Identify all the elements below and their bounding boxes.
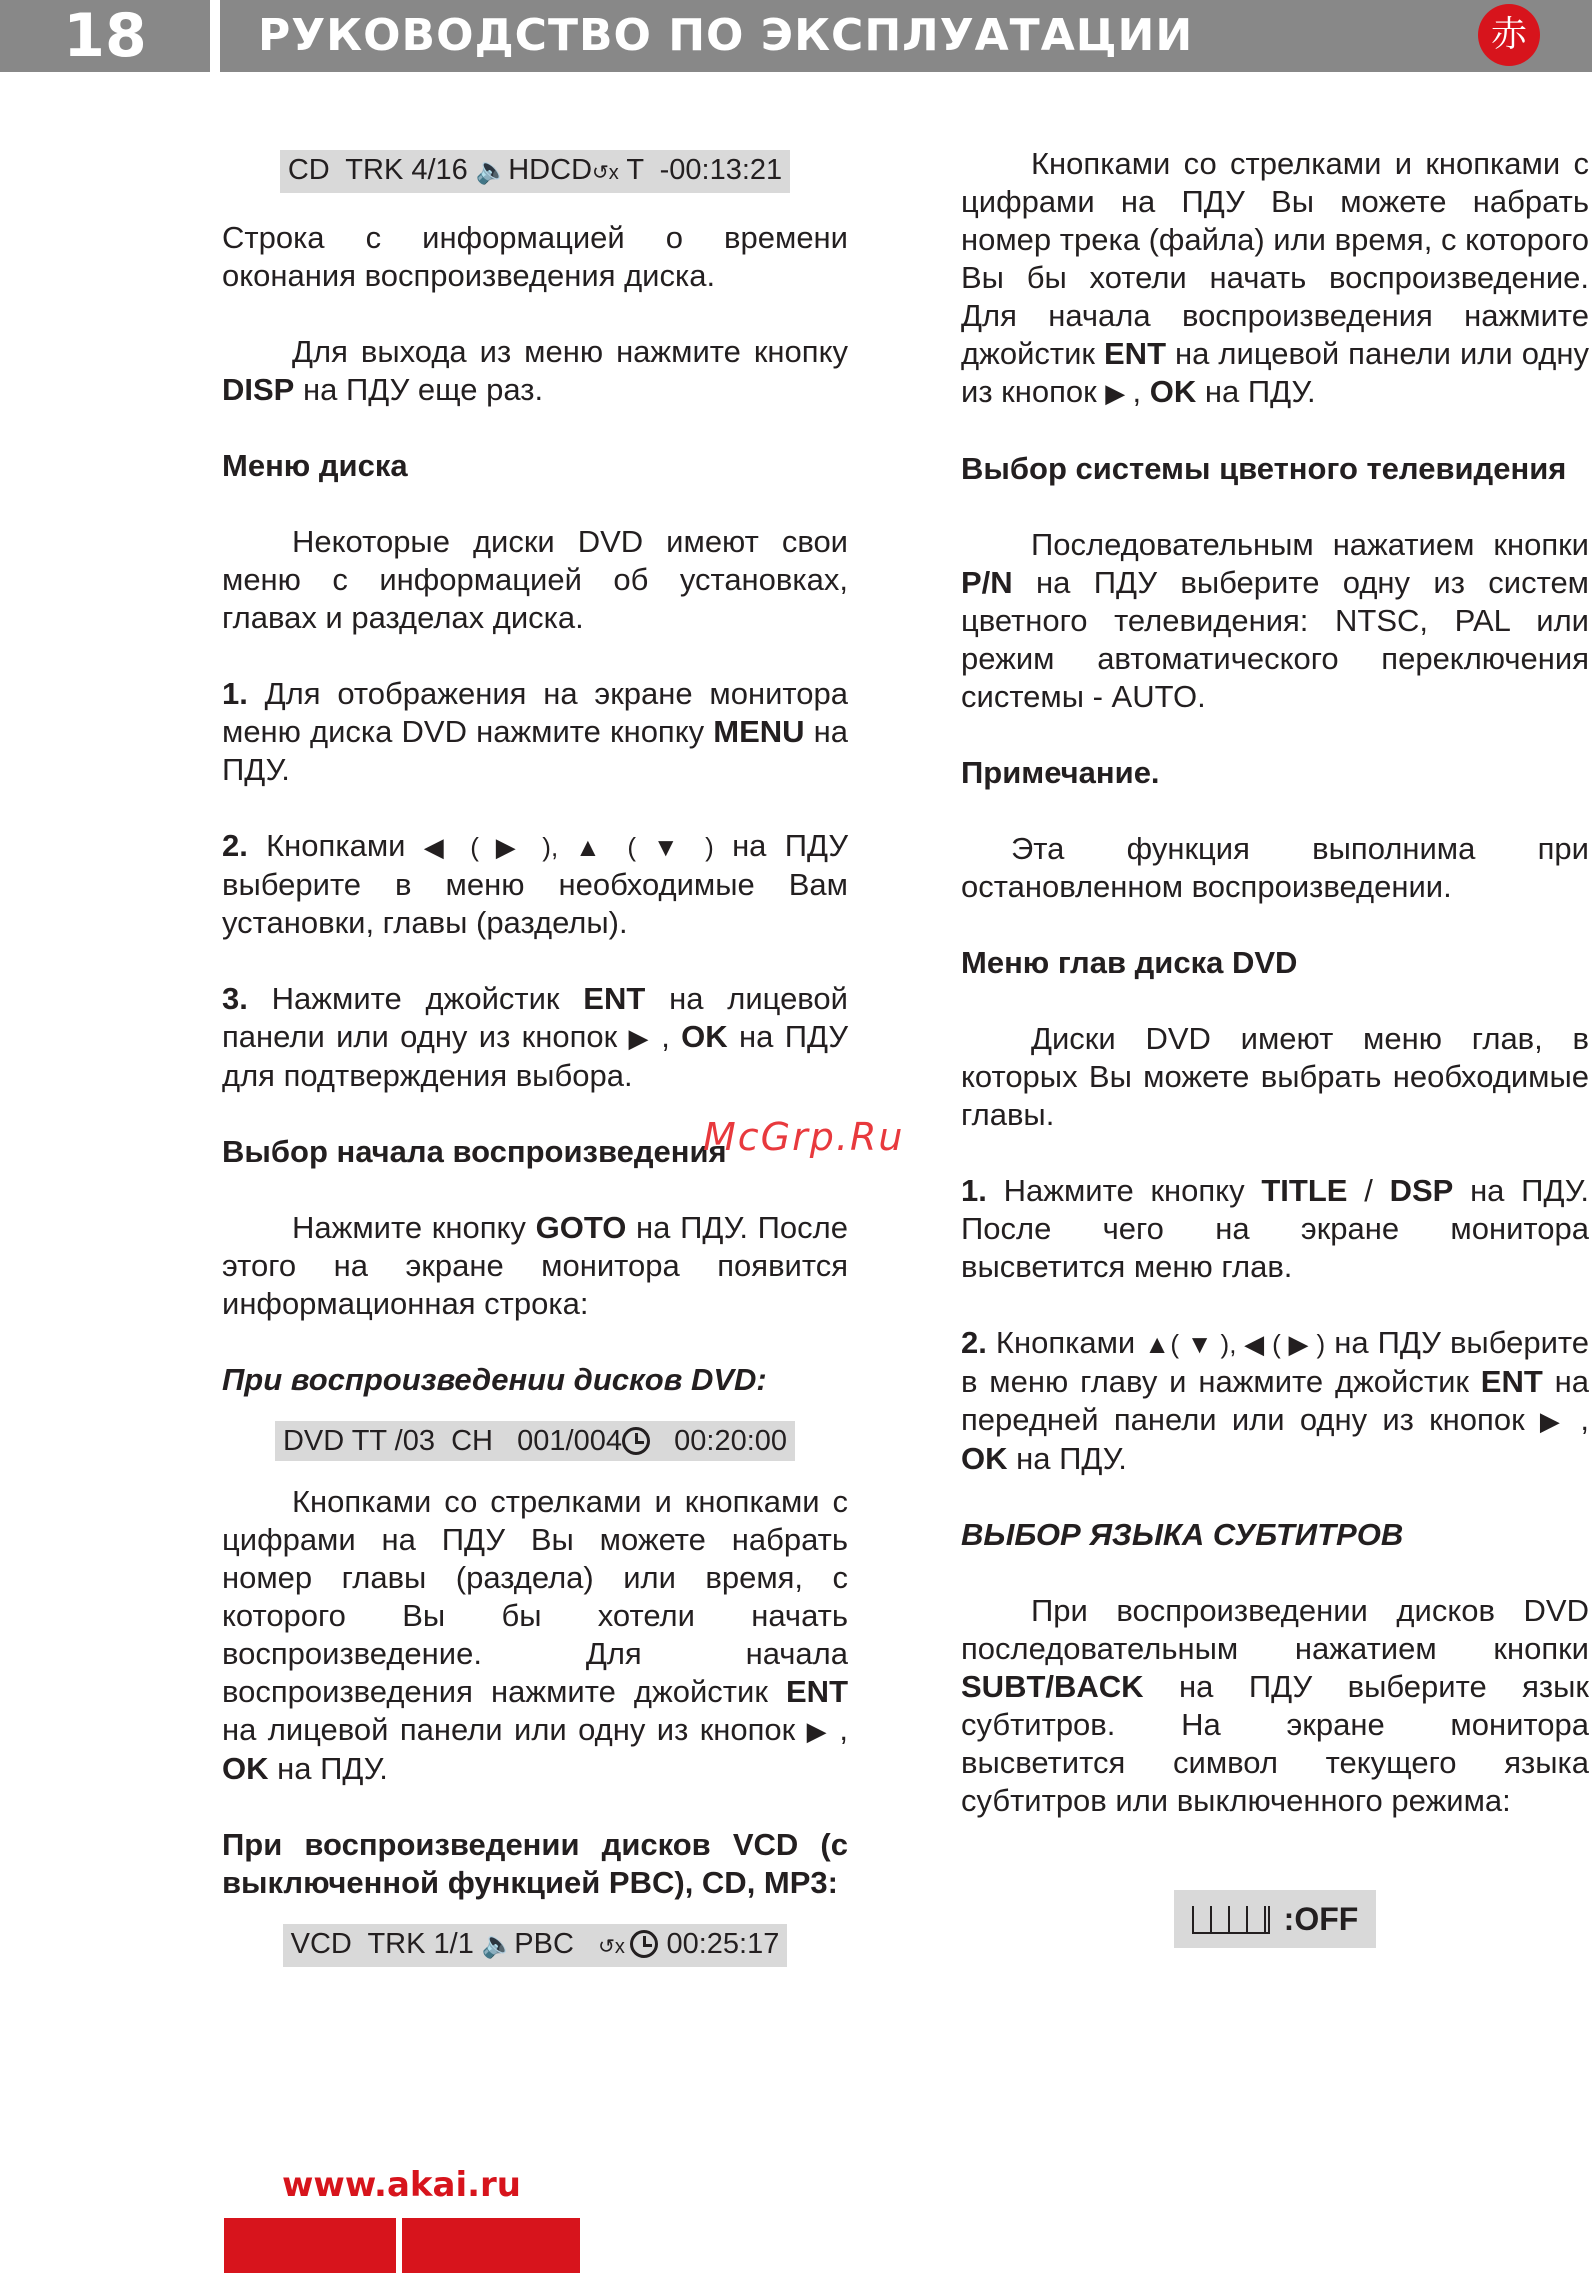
paragraph: Эта функция выполнима при остановленном воспроизведении.	[961, 831, 1589, 904]
dvd-info-line: DVD TT /03 CH 001/004 00:20:00	[222, 1421, 848, 1461]
paragraph: Строка с информацией о времени оконания воспроизведения диска.	[222, 220, 848, 293]
section-heading: Меню глав диска DVD	[961, 945, 1298, 980]
page-title: РУКОВОДСТВО ПО ЭКСПЛУАТАЦИИ	[258, 10, 1194, 61]
akai-logo-icon: 赤	[1478, 4, 1540, 66]
right-column	[961, 145, 1589, 1948]
play-icon: ▶	[628, 1023, 662, 1053]
step: 2. Кнопками ◀ ( ▶ ), ▲ ( ▼ ) на ПДУ выберите в меню необходимые Вам установки, главы (разделы).	[222, 828, 849, 940]
paragraph: Диски DVD имеют меню глав, в которых Вы можете выбрать необходимые главы.	[961, 1021, 1589, 1132]
play-icon: ▶	[1105, 378, 1133, 408]
vcd-info-line: VCD TRK 1/1 🔈PBC ↺x 00:25:17	[222, 1924, 848, 1967]
clock-icon	[622, 1427, 650, 1455]
speaker-icon: 🔈	[481, 1929, 515, 1959]
paragraph: Для выхода из меню нажмите кнопку DISP на ПДУ еще раз.	[222, 334, 848, 407]
cd-info-line: CD TRK 4/16 🔈HDCD↺x T -00:13:21	[222, 150, 848, 193]
section-heading: Меню диска	[222, 448, 408, 483]
section-heading: Выбор начала воспроизведения	[222, 1134, 727, 1169]
watermark: McGrp.Ru	[703, 1115, 905, 1159]
play-icon: ▶	[806, 1716, 840, 1746]
paragraph: Некоторые диски DVD имеют свои меню с информацией об установках, главах и разделах диска.	[222, 524, 848, 635]
paragraph: При воспроизведении дисков DVD последовательным нажатием кнопки SUBT/BACK на ПДУ выберите язык субтитров. На экране монитора высветится символ текущего языка субтитров или выключенного режима:	[961, 1593, 1589, 1818]
section-heading: Выбор системы цветного телевидения	[961, 451, 1567, 486]
step: 1. Для отображения на экране монитора меню диска DVD нажмите кнопку MENU на ПДУ.	[222, 676, 848, 787]
footer-bar	[402, 2218, 580, 2273]
arrow-buttons-icon: ◀ ( ▶ ), ▲ ( ▼ )	[423, 832, 714, 862]
subtitle-off-line: :OFF	[961, 1890, 1589, 1948]
arrow-buttons-icon: ▲( ▼ ), ◀ ( ▶ )	[1144, 1329, 1326, 1359]
section-heading: Примечание.	[961, 755, 1160, 790]
play-icon: ▶	[1539, 1406, 1581, 1436]
paragraph: Последовательным нажатием кнопки P/N на ПДУ выберите одну из систем цветного телевидения: NTSC, PAL или режим автоматического переключения системы - AUTO.	[961, 527, 1589, 714]
repeat-icon: ↺x	[592, 162, 619, 184]
step: 1. Нажмите кнопку TITLE / DSP на ПДУ. После чего на экране монитора высветится меню глав.	[961, 1173, 1589, 1284]
left-column	[222, 150, 848, 1967]
step: 2. Кнопками ▲( ▼ ), ◀ ( ▶ ) на ПДУ выберите в меню главу и нажмите джойстик ENT на передней панели или одну из кнопок ▶ , OK на ПДУ.	[961, 1325, 1590, 1476]
subtitle-icon	[1192, 1906, 1270, 1934]
page-number: 18	[0, 0, 210, 72]
section-heading: При воспроизведении дисков DVD:	[222, 1362, 767, 1397]
footer-bar	[224, 2218, 396, 2273]
section-heading: ВЫБОР ЯЗЫКА СУБТИТРОВ	[961, 1517, 1404, 1552]
repeat-icon: ↺x	[598, 1936, 631, 1958]
website-link[interactable]: www.akai.ru	[282, 2165, 522, 2205]
section-heading: При воспроизведении дисков VCD (с выключенной функцией PBC), CD, MP3:	[222, 1827, 848, 1900]
clock-icon	[630, 1930, 658, 1958]
paragraph: Нажмите кнопку GOTO на ПДУ. После этого на экране монитора появится информационная строка:	[222, 1210, 848, 1321]
step: 3. Нажмите джойстик ENT на лицевой панели или одну из кнопок ▶ , OK на ПДУ для подтверждения выбора.	[222, 981, 849, 1093]
speaker-icon: 🔈	[475, 155, 509, 185]
paragraph: Кнопками со стрелками и кнопками с цифрами на ПДУ Вы можете набрать номер трека (файла) или время, с которого Вы бы хотели начать воспроизведение. Для начала воспроизведения нажмите джойстик ENT на лицевой панели или одну из кнопок ▶ , OK на ПДУ.	[961, 146, 1589, 409]
paragraph: Кнопками со стрелками и кнопками с цифрами на ПДУ Вы можете набрать номер главы (раздела) или время, с которого Вы бы хотели начать воспроизведение. Для начала воспроизведения нажмите джойстик ENT на лицевой панели или одну из кнопок ▶ , OK на ПДУ.	[222, 1484, 849, 1786]
